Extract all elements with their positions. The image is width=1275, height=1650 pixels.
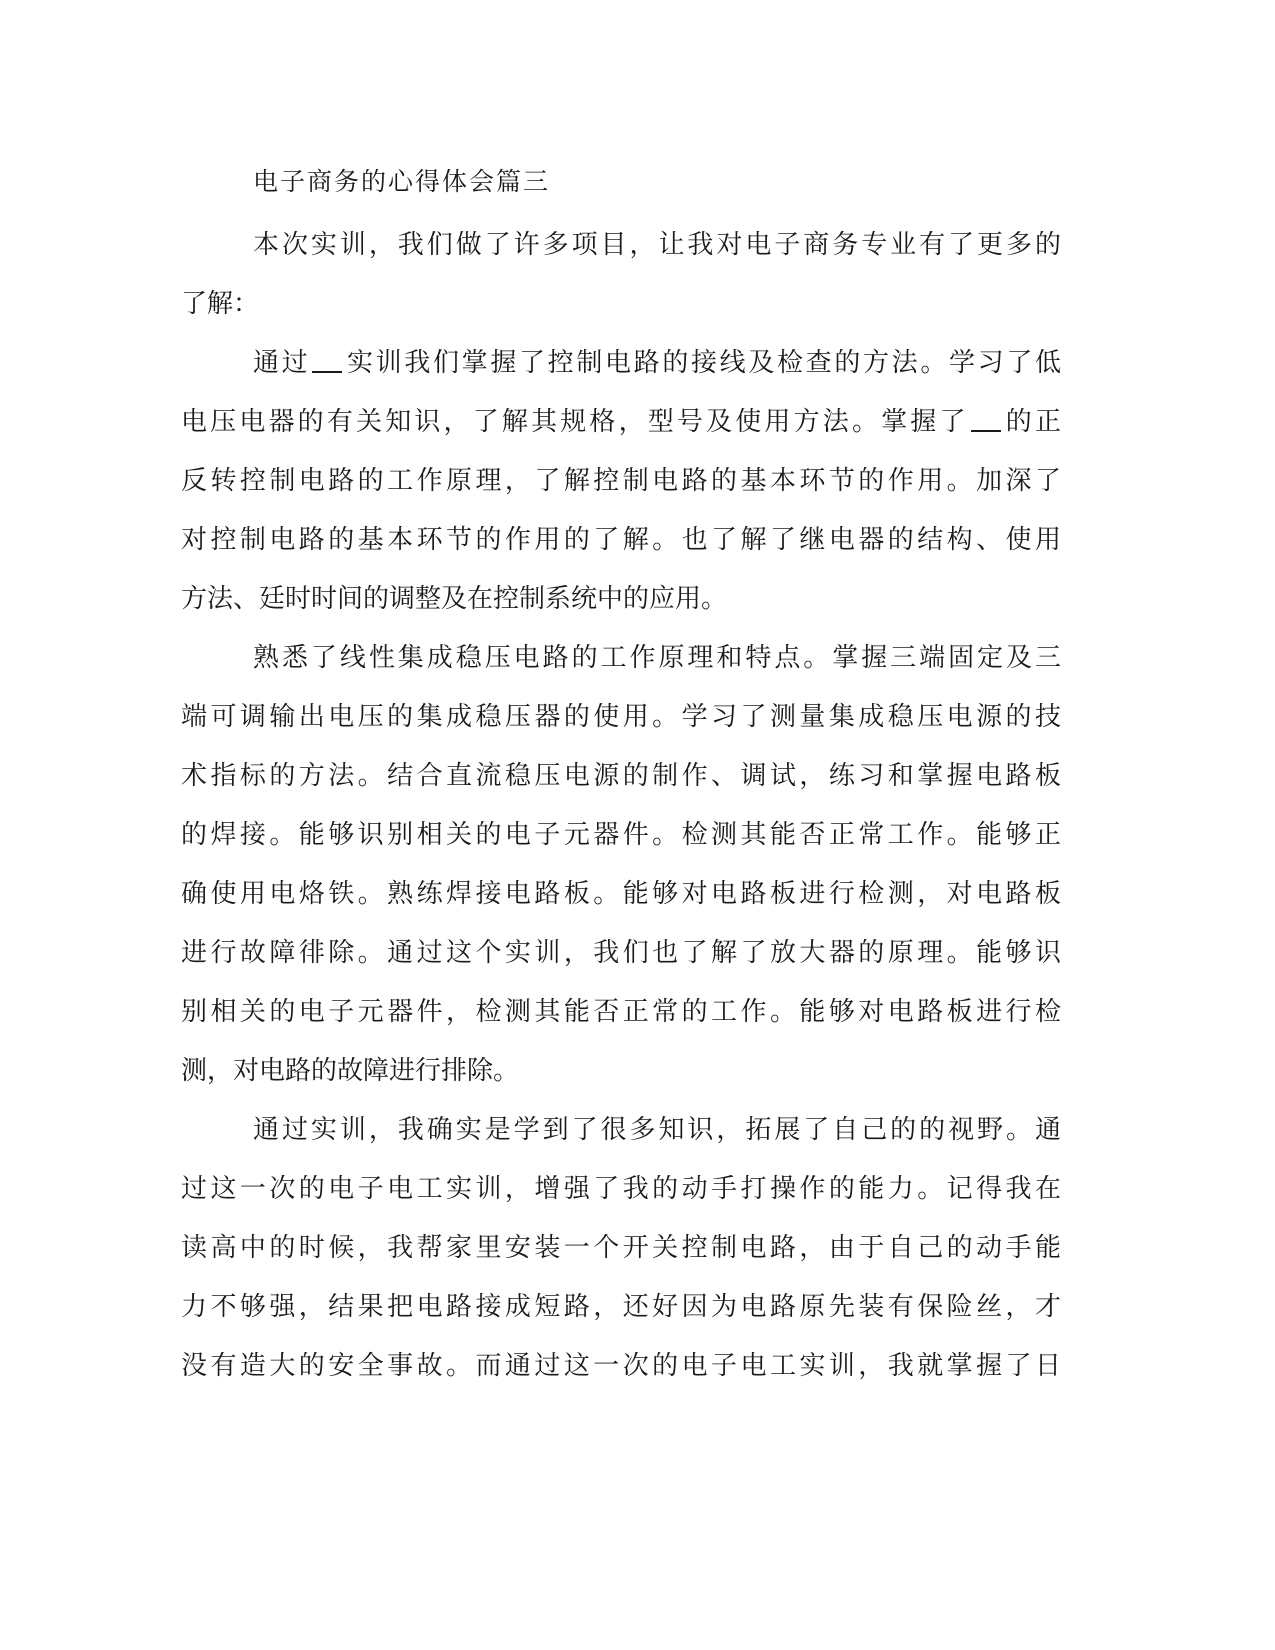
line-segment: 实训我们掌握了控制电路的接线及检查的方法。学习了低 — [344, 348, 1061, 378]
paragraph-line: 本次实训，我们做了许多项目，让我对电子商务专业有了更多的 — [253, 230, 1061, 260]
paragraph-line: 的焊接。能够识别相关的电子元器件。检测其能否正常工作。能够正 — [181, 820, 1061, 850]
paragraph-4 — [181, 1101, 1061, 1396]
line-segment: 通过 — [253, 348, 311, 378]
paragraph-line — [181, 334, 1061, 393]
fill-in-blank — [312, 347, 342, 373]
paragraph-line: 端可调输出电压的集成稳压器的使用。学习了测量集成稳压电源的技 — [181, 702, 1061, 732]
spacer — [181, 201, 1061, 216]
paragraph-line: 确使用电烙铁。熟练焊接电路板。能够对电路板进行检测，对电路板 — [181, 879, 1061, 909]
paragraph-line: 读高中的时候，我帮家里安装一个开关控制电路，由于自己的动手能 — [181, 1233, 1061, 1263]
paragraph-line: 测，对电路的故障进行排除。 — [181, 1056, 520, 1086]
fill-in-blank — [971, 406, 1001, 432]
paragraph-line: 了解： — [181, 289, 260, 319]
paragraph-line: 方法、廷时时间的调整及在控制系统中的应用。 — [181, 584, 728, 614]
line-segment: 电压电器的有关知识，了解其规格，型号及使用方法。掌握了 — [181, 407, 969, 437]
document-body — [181, 163, 1061, 1396]
paragraph-line — [181, 393, 1061, 452]
document-title: 电子商务的心得体会篇三 — [253, 167, 551, 196]
paragraph-line: 别相关的电子元器件，检测其能否正常的工作。能够对电路板进行检 — [181, 997, 1061, 1027]
line-segment: 的正 — [1002, 407, 1061, 437]
paragraph-line: 没有造大的安全事故。而通过这一次的电子电工实训，我就掌握了日 — [181, 1351, 1061, 1381]
paragraph-2 — [181, 334, 1061, 629]
paragraph-1 — [181, 216, 1061, 334]
paragraph-line: 过这一次的电子电工实训，增强了我的动手打操作的能力。记得我在 — [181, 1174, 1061, 1204]
paragraph-line: 进行故障徘除。通过这个实训，我们也了解了放大器的原理。能够识 — [181, 938, 1061, 968]
paragraph-line: 熟悉了线性集成稳压电路的工作原理和特点。掌握三端固定及三 — [253, 643, 1061, 673]
paragraph-line: 通过实训，我确实是学到了很多知识，拓展了自己的的视野。通 — [253, 1115, 1061, 1145]
paragraph-line: 力不够强，结果把电路接成短路，还好因为电路原先装有保险丝，才 — [181, 1292, 1061, 1322]
paragraph-line: 反转控制电路的工作原理，了解控制电路的基本环节的作用。加深了 — [181, 466, 1061, 496]
paragraph-line: 对控制电路的基本环节的作用的了解。也了解了继电器的结构、使用 — [181, 525, 1061, 555]
paragraph-3 — [181, 629, 1061, 1101]
paragraph-line: 术指标的方法。结合直流稳压电源的制作、调试，练习和掌握电路板 — [181, 761, 1061, 791]
